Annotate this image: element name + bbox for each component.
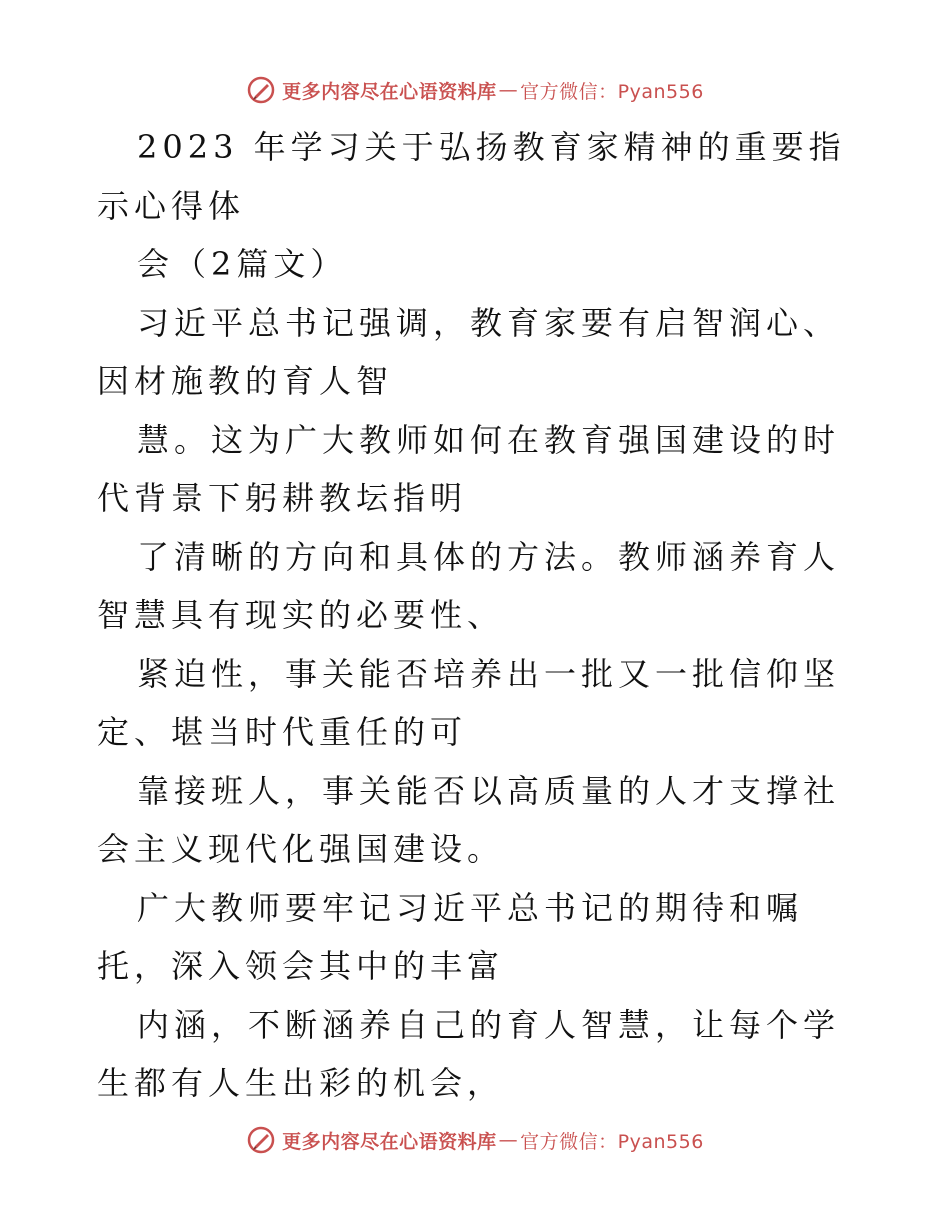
paragraph-title-line: 2023 年学习关于弘扬教育家精神的重要指示心得体 — [97, 128, 846, 225]
document-body — [97, 118, 857, 1113]
paragraph: 慧。这为广大教师如何在教育强国建设的时代背景下躬耕教坛指明 — [97, 420, 841, 517]
pen-logo-icon — [246, 1125, 276, 1155]
footer-separator: — — [498, 1129, 519, 1151]
paragraph: 广大教师要牢记习近平总书记的期待和嘱托，深入领会其中的丰富 — [97, 888, 804, 985]
footer-brand-text: 更多内容尽在心语资料库 — [282, 1130, 497, 1153]
paragraph: 紧迫性，事关能否培养出一批又一批信仰坚定、堪当时代重任的可 — [97, 654, 841, 751]
header-brand-text: 更多内容尽在心语资料库 — [282, 80, 497, 103]
header-watermark-banner — [0, 70, 950, 110]
footer-wechat-text: 官方微信：Pyan556 — [520, 1130, 704, 1153]
header-separator: — — [498, 79, 519, 101]
header-wechat-text: 官方微信：Pyan556 — [520, 80, 704, 103]
pen-logo-icon — [246, 75, 276, 105]
paragraph: 习近平总书记强调，教育家要有启智润心、因材施教的育人智 — [97, 303, 841, 400]
paragraph: 靠接班人，事关能否以高质量的人才支撑社会主义现代化强国建设。 — [97, 771, 841, 868]
paragraph-title-cont: 会（2篇文） — [137, 245, 348, 283]
paragraph: 内涵，不断涵养自己的育人智慧，让每个学生都有人生出彩的机会， — [97, 1005, 841, 1102]
footer-watermark-banner — [0, 1120, 950, 1160]
paragraph: 了清晰的方向和具体的方法。教师涵养育人智慧具有现实的必要性、 — [97, 537, 841, 634]
